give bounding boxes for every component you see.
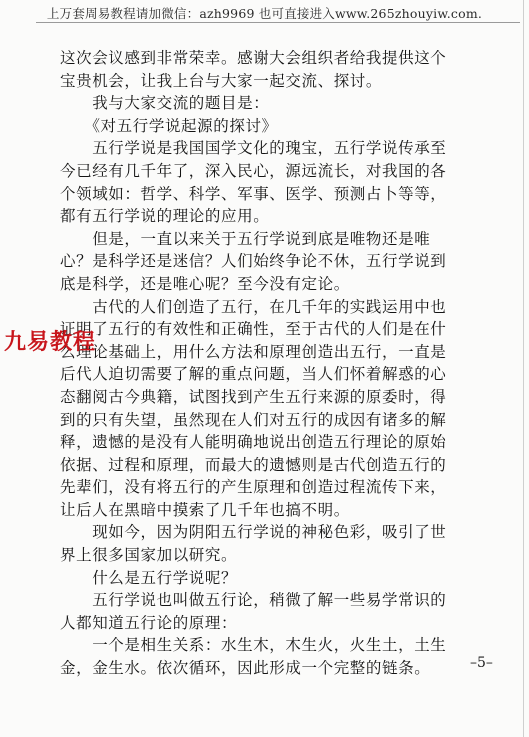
body-text xyxy=(60,47,480,680)
text-line: 但是，一直以来关于五行学说到底是唯物还是唯 xyxy=(60,229,431,248)
text-line: 五行学说是我国国学文化的瑰宝，五行学说传承至 xyxy=(60,139,447,158)
text-line: 么理论基础上，用什么方法和原理创造出五行，一直是 xyxy=(60,342,447,361)
text-line: 宝贵机会，让我上台与大家一起交流、探讨。 xyxy=(60,71,383,90)
text-line: 证明了五行的有效性和正确性，至于古代的人们是在什 xyxy=(60,320,447,339)
text-line: 人都知道五行论的原理： xyxy=(60,613,238,632)
text-line: 个领域如：哲学、科学、军事、医学、预测占卜等等， xyxy=(60,184,447,203)
text-line: 我与大家交流的题目是： xyxy=(60,94,270,113)
text-line: 心？是科学还是迷信？人们始终争论不休，五行学说到 xyxy=(60,252,447,271)
scan-edge xyxy=(523,0,524,737)
page-number: –5– xyxy=(470,655,493,671)
text-line: 界上很多国家加以研究。 xyxy=(60,546,238,565)
page-header: 上万套周易教程请加微信：azh9969 也可直接进入www.265zhouyiw.com. xyxy=(46,6,483,21)
text-line: 到的只有失望，虽然现在人们对五行的成因有诸多的解 xyxy=(60,410,447,429)
watermark-logo: 九易教程 xyxy=(4,330,97,355)
text-line: 这次会议感到非常荣幸。感谢大会组织者给我提供这个 xyxy=(60,49,447,67)
text-line: 现如今，因为阴阳五行学说的神秘色彩，吸引了世 xyxy=(60,523,447,542)
text-line: 释，遗憾的是没有人能明确地说出创造五行理论的原始 xyxy=(60,433,447,452)
text-line: 五行学说也叫做五行论，稍微了解一些易学常识的 xyxy=(60,591,447,610)
text-line: 什么是五行学说呢？ xyxy=(60,568,238,587)
text-line: 先辈们，没有将五行的产生原理和创造过程流传下来， xyxy=(60,478,447,497)
text-line: 态翻阅古今典籍，试图找到产生五行来源的原委时，得 xyxy=(60,387,447,406)
text-line: 一个是相生关系：水生木，木生火，火生土，土生 xyxy=(60,636,447,655)
text-line: 底是科学，还是唯心呢？至今没有定论。 xyxy=(60,274,350,293)
header-divider xyxy=(36,22,520,23)
text-line: 让后人在黑暗中摸索了几千年也搞不明。 xyxy=(60,500,350,519)
text-line: 《对五行学说起源的探讨》 xyxy=(60,116,278,135)
text-line: 金，金生水。依次循环，因此形成一个完整的链条。 xyxy=(60,659,431,678)
text-line: 今已经有几千年了，深入民心，源远流长，对我国的各 xyxy=(60,161,447,180)
text-line: 古代的人们创造了五行，在几千年的实践运用中也 xyxy=(60,297,447,316)
text-line: 依据、过程和原理，而最大的遗憾则是古代创造五行的 xyxy=(60,455,447,474)
text-line: 都有五行学说的理论的应用。 xyxy=(60,207,270,226)
text-line: 后代人迫切需要了解的重点问题，当人们怀着解惑的心 xyxy=(60,365,447,384)
